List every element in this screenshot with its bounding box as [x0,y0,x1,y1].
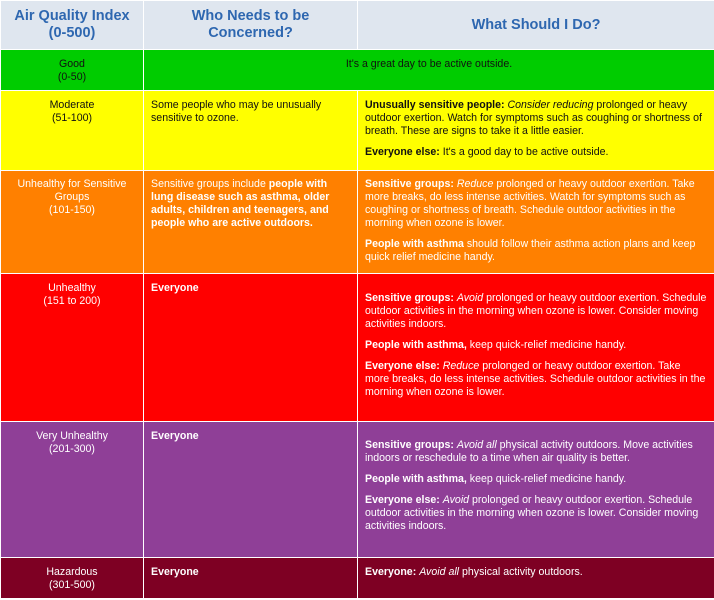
category-unhealthy [1,274,144,422]
header-what: What Should I Do? [358,1,714,50]
category-range: (51-100) [51,112,93,124]
who-very-unhealthy: Everyone [144,422,358,558]
what-very-unhealthy [358,422,714,558]
who-hazardous: Everyone [144,558,358,599]
header-aqi: Air Quality Index (0-500) [1,1,144,50]
advice-paragraph: People with asthma should follow their asthma action plans and keep quick relief medicine handy. [365,238,696,263]
advice-paragraph: People with asthma, keep quick-relief medicine handy. [365,339,627,351]
row-good [1,50,714,91]
category-name: Hazardous [46,566,98,578]
category-usg [1,171,144,274]
category-range: (151 to 200) [43,295,101,307]
header-who: Who Needs to be Concerned? [144,1,358,50]
category-name: Good [59,58,85,70]
advice-paragraph: Sensitive groups: Reduce prolonged or heavy outdoor exertion. Take more breaks, do less intense activities. Watch for symptoms such as coughing or shortness of breath. Schedule outdoor activities in the morning when ozone is lower. [365,178,695,229]
advice-paragraph: Everyone else: Avoid prolonged or heavy outdoor exertion. Schedule outdoor activities in the morning when ozone is lower. Consider moving activities indoors. [365,494,699,532]
category-range: (101-150) [49,204,95,216]
who-usg: Sensitive groups include people with lung disease such as asthma, older adults, children and teenagers, and people who are active outdoors. [144,171,358,274]
who-unhealthy: Everyone [144,274,358,422]
row-very-unhealthy [1,422,714,558]
category-hazardous [1,558,144,599]
what-usg [358,171,714,274]
category-very-unhealthy [1,422,144,558]
advice-paragraph: Everyone else: Reduce prolonged or heavy outdoor exertion. Take more breaks, do less intense activities. Schedule outdoor activities in the morning when ozone is lower. [365,360,706,398]
what-moderate [358,91,714,171]
category-name: Moderate [49,99,95,111]
row-usg [1,171,714,274]
what-unhealthy [358,274,714,422]
row-unhealthy [1,274,714,422]
advice-paragraph: Everyone else: It's a good day to be active outside. [365,146,609,158]
advice-paragraph: Unusually sensitive people: Consider reducing prolonged or heavy outdoor exertion. Watch for symptoms such as coughing or shortness of breath. These are signs to take it a little easier. [365,99,703,137]
category-range: (201-300) [49,443,95,455]
row-hazardous [1,558,714,599]
advice-paragraph: People with asthma, keep quick-relief medicine handy. [365,473,627,485]
category-moderate [1,91,144,171]
good-message-cell [144,50,714,91]
good-message: It's a great day to be active outside. [345,58,513,70]
category-name: Unhealthy [48,282,96,294]
header-row [1,1,714,50]
category-range: (301-500) [49,579,95,591]
advice-paragraph: Everyone: Avoid all physical activity outdoors. [365,566,583,578]
row-moderate [1,91,714,171]
category-name: Very Unhealthy [36,430,108,442]
category-name: Unhealthy for Sensitive Groups [17,178,127,203]
what-hazardous [358,558,714,599]
advice-paragraph: Sensitive groups: Avoid all physical activity outdoors. Move activities indoors or reschedule to a time when air quality is better. [365,439,693,464]
category-good [1,50,144,91]
who-moderate: Some people who may be unusually sensitive to ozone. [144,91,358,171]
category-range: (0-50) [57,71,87,83]
advice-paragraph: Sensitive groups: Avoid prolonged or heavy outdoor exertion. Schedule outdoor activities in the morning when ozone is lower. Consider moving activities indoors. [365,292,707,330]
